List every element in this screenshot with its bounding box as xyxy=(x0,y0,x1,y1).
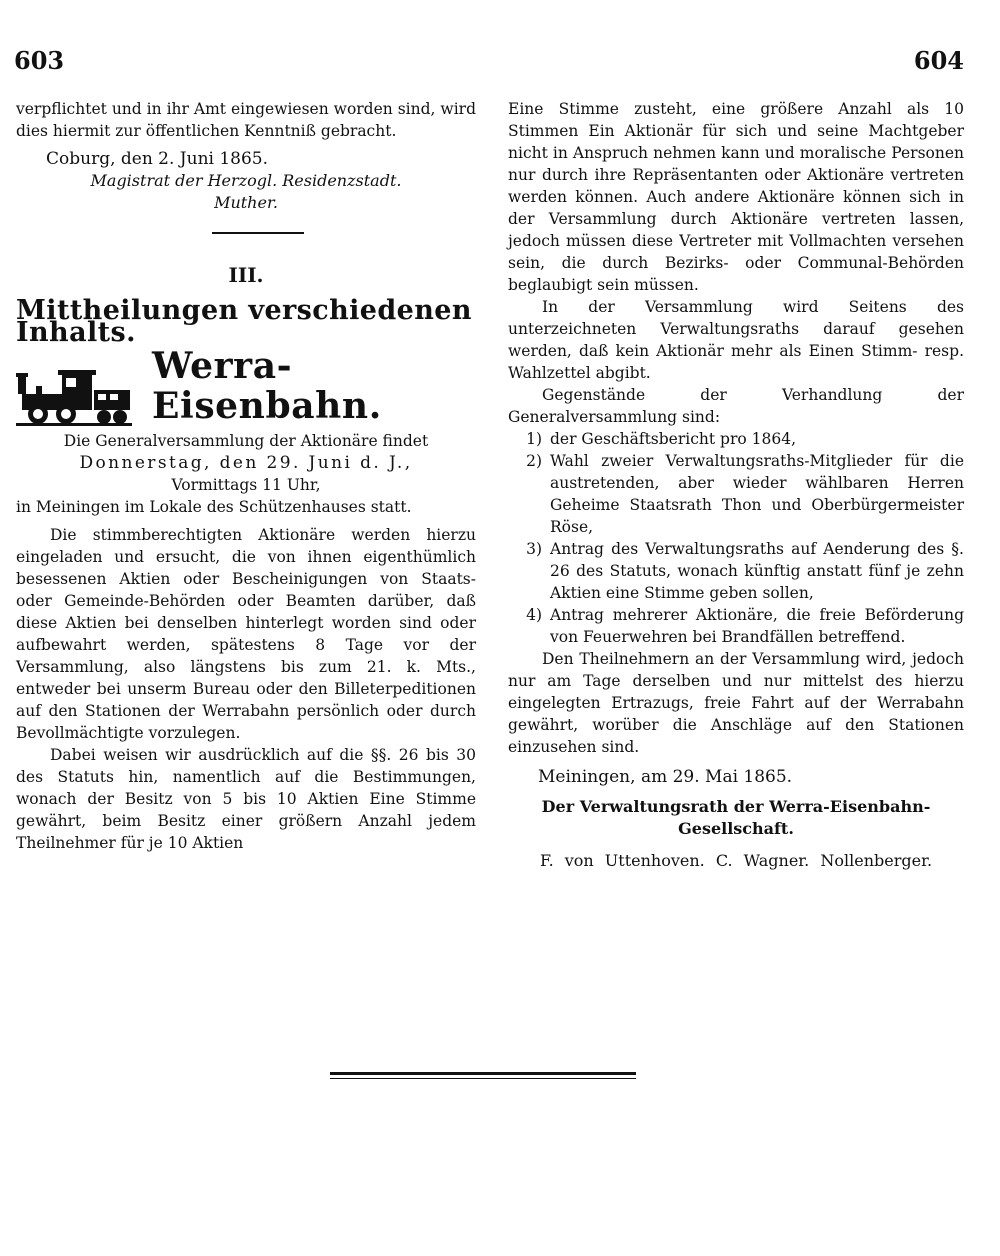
page-number-left: 603 xyxy=(14,46,65,75)
agenda-list xyxy=(508,428,964,648)
agenda-number: 4) xyxy=(526,606,542,624)
magistrat-line: Magistrat der Herzogl. Residenzstadt. xyxy=(90,171,402,190)
bottom-rule-thin xyxy=(330,1078,636,1079)
bottom-rule xyxy=(330,1072,636,1075)
agenda-item-3 xyxy=(508,538,964,604)
werra-eisenbahn-heading: Werra-Eisenbahn. xyxy=(152,345,382,427)
right-paragraph-1: Eine Stimme zusteht, eine größere Anzahl als 10 Stimmen Ein Aktionär für sich und seine Machtgeber nicht in Anspruch nehmen kann und moralische Personen nur durch ihre Repräsentanten oder Aktionäre vertreten werden können. Auch andere Aktionäre können sich in der Versammlung durch Aktionäre vertreten lassen, jedoch müssen diese Vertreter mit Vollmachten versehen sein, die durch Bezirks- oder Communal-Behörden beglaubigt sein müssen. xyxy=(508,100,964,294)
agenda-text: Antrag mehrerer Aktionäre, die freie Beförderung von Feuerwehren bei Brandfällen betreffend. xyxy=(550,606,964,646)
signer-muther: Muther. xyxy=(214,193,278,212)
agenda-item-2 xyxy=(508,450,964,538)
gv-line-3: Vormittags 11 Uhr, xyxy=(171,476,321,494)
dateline-coburg: Coburg, den 2. Juni 1865. xyxy=(46,149,269,169)
left-paragraph-1: Die stimmberechtigten Aktionäre werden hierzu eingeladen und ersucht, die von ihnen eigenthümlich besessenen Aktien oder Bescheinigungen von Staats- oder Gemeinde-Behörden oder Beamten darüber, daß diese Aktien bei denselben hinterlegt worden sind oder aufbewahrt werden, spätestens 8 Tage vor der Versammlung, also längstens bis zum 21. k. Mts., entweder bei unserm Bureau oder den Billeterpeditionen auf den Stationen der Werrabahn persönlich oder durch Bevollmächtigte vorzulegen. xyxy=(16,526,476,742)
page-number-right: 604 xyxy=(913,46,964,75)
agenda-text: Wahl zweier Verwaltungsraths-Mitglieder für die austretenden, aber wieder wählbaren Herren Geheime Staatsrath Thon und Oberbürgermeister Röse, xyxy=(550,452,964,536)
section-number: III. xyxy=(228,263,264,287)
agenda-number: 1) xyxy=(526,430,542,448)
agenda-text: der Geschäftsbericht pro 1864, xyxy=(550,430,797,448)
agenda-number: 3) xyxy=(526,540,542,558)
right-column xyxy=(508,98,964,872)
agenda-item-1 xyxy=(508,428,964,450)
gv-line-4: in Meiningen im Lokale des Schützenhauses statt. xyxy=(16,498,412,516)
right-paragraph-3: Gegenstände der Verhandlung der Generalversammlung sind: xyxy=(508,386,964,426)
intro-paragraph: verpflichtet und in ihr Amt eingewiesen worden sind, wird dies hiermit zur öffentlichen Kenntniß gebracht. xyxy=(16,100,476,140)
locomotive-icon xyxy=(16,364,132,426)
signer-names: F. von Uttenhoven. C. Wagner. Nollenberger. xyxy=(539,851,933,870)
gv-line-1: Die Generalversammlung der Aktionäre findet xyxy=(63,432,429,450)
short-divider xyxy=(212,232,304,234)
dateline-meiningen: Meiningen, am 29. Mai 1865. xyxy=(538,767,793,787)
left-paragraph-2: Dabei weisen wir ausdrücklich auf die §§. 26 bis 30 des Statuts hin, namentlich auf die Bestimmungen, wonach der Besitz von 5 bis 10 Aktien Eine Stimme gewährt, beim Besitz einer größern Anzahl jedem Theilnehmer für je 10 Aktien xyxy=(16,746,476,852)
agenda-number: 2) xyxy=(526,452,542,470)
right-paragraph-4: Den Theilnehmern an der Versammlung wird, jedoch nur am Tage derselben und nur mittelst des hierzu eingelegten Ertrazugs, freie Fahrt auf der Werrabahn gewährt, worüber die Anschläge auf den Stationen einzusehen sind. xyxy=(508,650,964,756)
agenda-text: Antrag des Verwaltungsraths auf Aenderung des §. 26 des Statuts, wonach künftig anstatt fünf je zehn Aktien eine Stimme geben sollen, xyxy=(550,540,964,602)
signature-verwaltungsrath: Der Verwaltungsrath der Werra-Eisenbahn-Gesellschaft. xyxy=(541,797,931,838)
left-column xyxy=(16,98,476,854)
section-title: Mittheilungen verschiedenen Inhalts. xyxy=(16,295,472,348)
gv-line-2: Donnerstag, den 29. Juni d. J., xyxy=(79,453,413,473)
agenda-item-4 xyxy=(508,604,964,648)
right-paragraph-2: In der Versammlung wird Seitens des unterzeichneten Verwaltungsraths darauf gesehen werden, daß kein Aktionär mehr als Einen Stimm- resp. Wahlzettel abgibt. xyxy=(508,298,964,382)
werra-heading-row xyxy=(16,345,476,427)
